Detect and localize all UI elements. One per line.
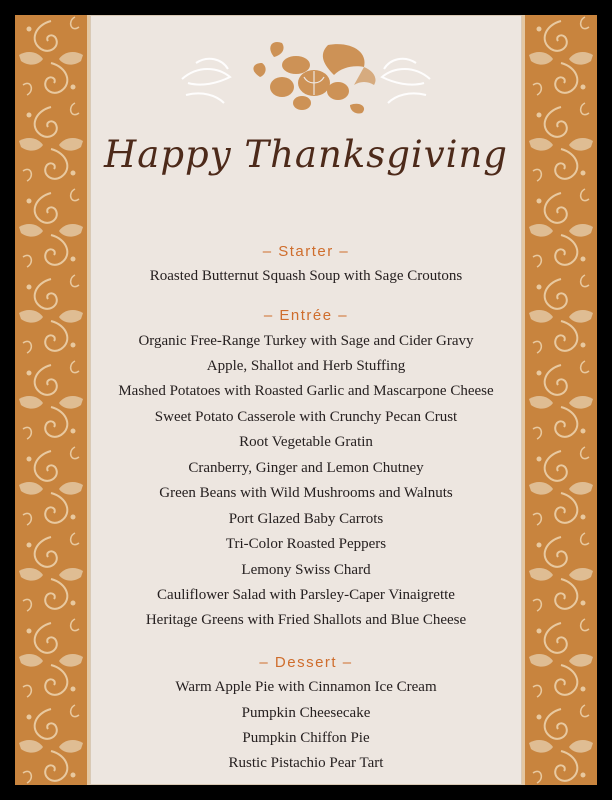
entree-item: Lemony Swiss Chard <box>241 562 371 578</box>
dessert-item: Pumpkin Chiffon Pie <box>242 730 370 746</box>
entree-item: Sweet Potato Casserole with Crunchy Pecan Crust <box>154 409 458 425</box>
entree-item: Apple, Shallot and Herb Stuffing <box>206 358 406 374</box>
entree-item: Cauliflower Salad with Parsley-Caper Vinaigrette <box>157 587 455 603</box>
dessert-item: Pumpkin Cheesecake <box>241 705 371 721</box>
entree-item: Tri-Color Roasted Peppers <box>225 536 387 552</box>
right-border-stripe <box>522 15 525 785</box>
menu-card <box>15 15 597 785</box>
cornucopia-icon <box>178 25 434 121</box>
starter-heading: – Starter – <box>262 243 350 260</box>
dessert-item: Rustic Pistachio Pear Tart <box>228 755 384 771</box>
entree-heading: – Entrée – <box>263 307 349 324</box>
page-title: Happy Thanksgiving <box>104 133 508 176</box>
right-floral-border <box>525 15 597 785</box>
entree-item: Green Beans with Wild Mushrooms and Walnuts <box>159 485 453 501</box>
entree-item: Heritage Greens with Fried Shallots and Blue Cheese <box>145 612 467 628</box>
entree-item: Root Vegetable Gratin <box>239 434 373 450</box>
entree-item: Mashed Potatoes with Roasted Garlic and Mascarpone Cheese <box>118 383 494 399</box>
dessert-item: Warm Apple Pie with Cinnamon Ice Cream <box>175 679 437 695</box>
entree-item: Port Glazed Baby Carrots <box>228 511 384 527</box>
menu-panel <box>90 15 522 785</box>
starter-item: Roasted Butternut Squash Soup with Sage Croutons <box>149 268 463 284</box>
left-floral-border <box>15 15 87 785</box>
dessert-heading: – Dessert – <box>259 654 353 671</box>
entree-item: Cranberry, Ginger and Lemon Chutney <box>188 460 424 476</box>
entree-item: Organic Free-Range Turkey with Sage and Cider Gravy <box>138 333 474 349</box>
